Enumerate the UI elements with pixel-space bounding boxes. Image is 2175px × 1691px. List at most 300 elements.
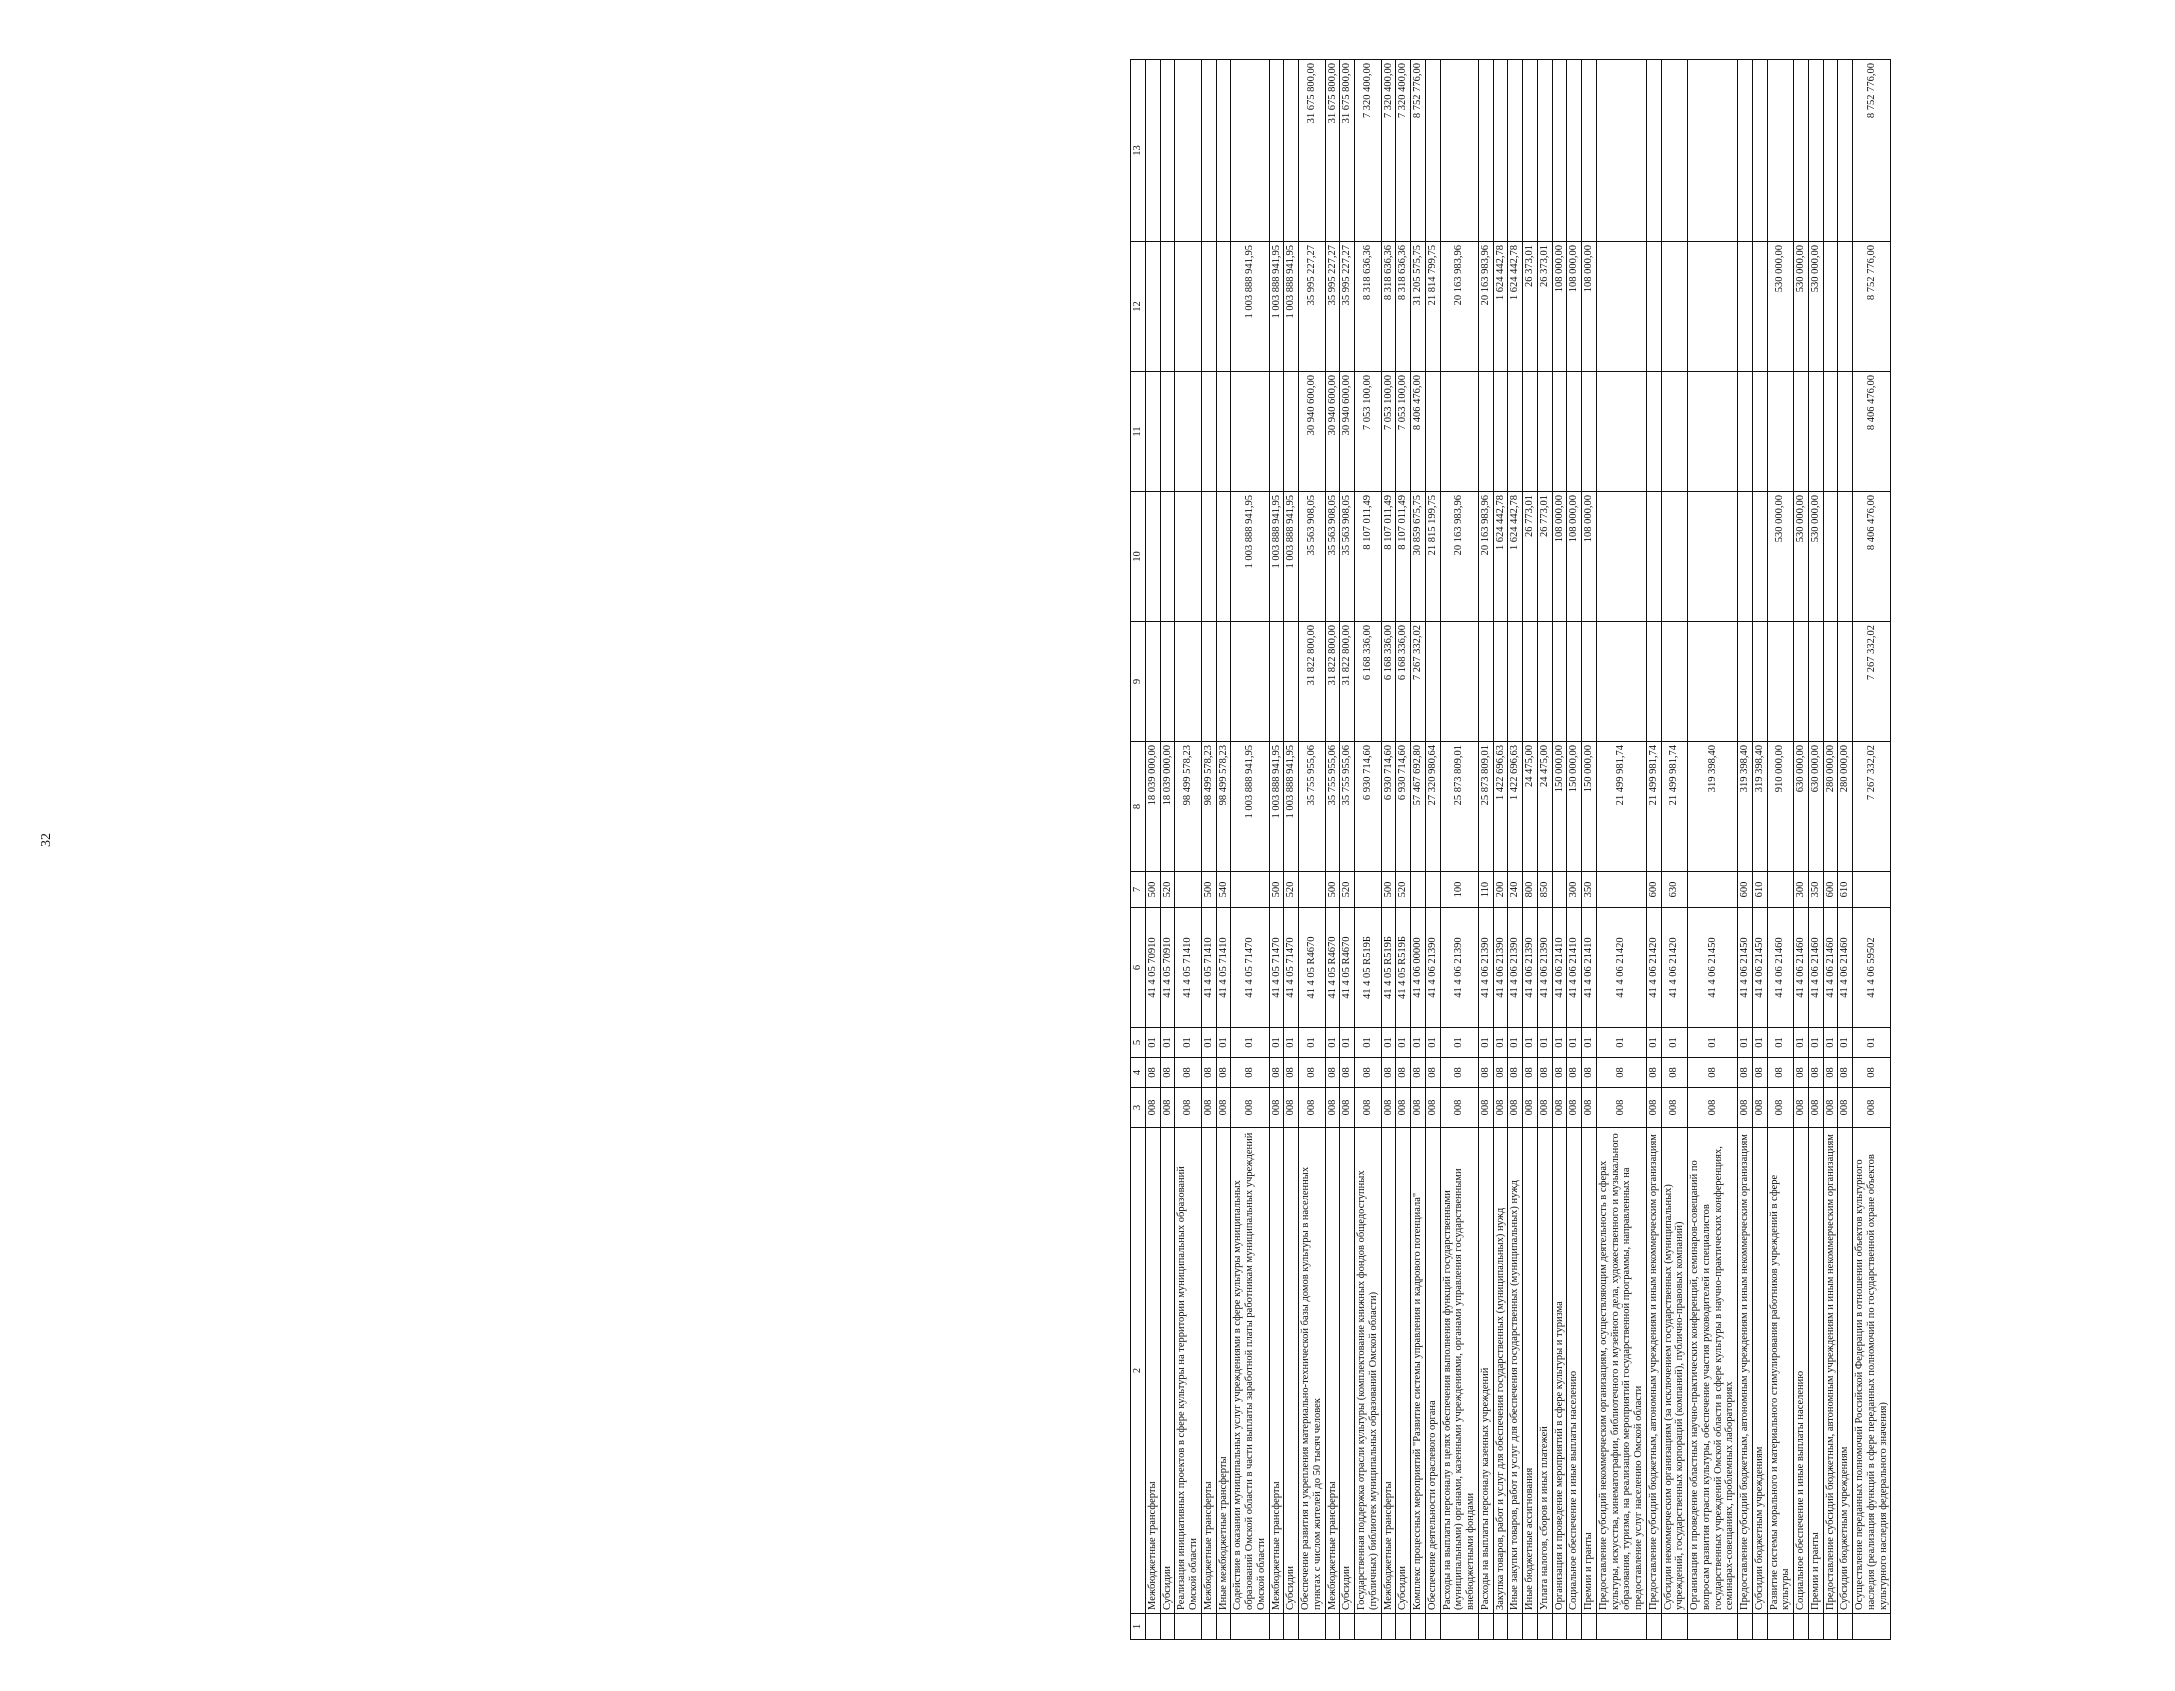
cell-c7: 500 <box>1145 872 1160 908</box>
cell-c3: 008 <box>1231 1088 1269 1128</box>
cell-c12: 26 373,01 <box>1523 242 1538 372</box>
cell-c8: 21 499 981,74 <box>1646 742 1661 872</box>
cell-c9 <box>1596 622 1646 742</box>
cell-c7 <box>1355 872 1382 908</box>
item-name-cell: Субсидии бюджетным учреждениям <box>1838 1128 1853 1614</box>
cell-c6: 41 4 05 70910 <box>1160 908 1175 1028</box>
cell-c8: 21 499 981,74 <box>1596 742 1646 872</box>
cell-c13: 31 675 800,00 <box>1340 60 1355 242</box>
cell-c12: 530 000,00 <box>1808 242 1823 372</box>
table-row <box>1794 60 1809 1640</box>
cell-c13 <box>1201 60 1216 242</box>
cell-c6: 41 4 06 21410 <box>1552 908 1567 1028</box>
item-name-cell: Социальное обеспечение и иные выплаты населению <box>1794 1128 1809 1614</box>
row-marker-cell <box>1284 1614 1299 1640</box>
cell-c10: 35 563 908,05 <box>1325 492 1340 622</box>
cell-c12: 108 000,00 <box>1582 242 1597 372</box>
cell-c5: 01 <box>1552 1028 1567 1058</box>
cell-c9 <box>1201 622 1216 742</box>
cell-c13 <box>1838 60 1853 242</box>
item-name-cell: Иные закупки товаров, работ и услуг для обеспечения государственных (муниципальных) нужд <box>1508 1128 1523 1614</box>
cell-c9 <box>1175 622 1202 742</box>
cell-c12 <box>1216 242 1231 372</box>
cell-c9: 31 822 800,00 <box>1340 622 1355 742</box>
cell-c7 <box>1411 872 1426 908</box>
cell-c10: 35 563 908,05 <box>1299 492 1326 622</box>
cell-c10: 108 000,00 <box>1582 492 1597 622</box>
cell-c3: 008 <box>1396 1088 1411 1128</box>
item-name-cell: Предоставление субсидий некоммерческим организациям, осуществляющим деятельность в сферах культуры, искусства, кинематографии, библиотечного и музейного дела, художественного и музыкального образования, туризма, на реализацию мероприятий государственной программы, направленных на предоставление услуг населению Омской области <box>1596 1128 1646 1614</box>
table-row <box>1537 60 1552 1640</box>
cell-c12 <box>1752 242 1767 372</box>
cell-c8: 1 422 696,63 <box>1493 742 1508 872</box>
cell-c10: 8 107 011,49 <box>1381 492 1396 622</box>
cell-c4: 08 <box>1201 1058 1216 1088</box>
item-name-cell: Уплата налогов, сборов и иных платежей <box>1537 1128 1552 1614</box>
cell-c4: 08 <box>1738 1058 1753 1088</box>
cell-c4: 08 <box>1411 1058 1426 1088</box>
cell-c6: 41 4 05 71410 <box>1201 908 1216 1028</box>
cell-c10: 35 563 908,05 <box>1340 492 1355 622</box>
cell-c6: 41 4 05 71470 <box>1231 908 1269 1028</box>
table-row <box>1440 60 1478 1640</box>
cell-c4: 08 <box>1537 1058 1552 1088</box>
cell-c11 <box>1794 372 1809 492</box>
cell-c4: 08 <box>1160 1058 1175 1088</box>
cell-c9 <box>1838 622 1853 742</box>
item-name-cell: Обеспечение развития и укрепления материально-технической базы домов культуры в населенных пунктах с числом жителей до 50 тысяч человек <box>1299 1128 1326 1614</box>
cell-c6: 41 4 06 21410 <box>1567 908 1582 1028</box>
row-marker-cell <box>1582 1614 1597 1640</box>
table-body <box>1145 60 1891 1640</box>
item-name-cell: Иные бюджетные ассигнования <box>1523 1128 1538 1614</box>
cell-c8: 280 000,00 <box>1823 742 1838 872</box>
row-marker-cell <box>1853 1614 1891 1640</box>
cell-c9 <box>1688 622 1738 742</box>
cell-c10: 30 859 675,75 <box>1411 492 1426 622</box>
item-name-cell: Государственная поддержка отрасли культуры (комплектование книжных фондов общедоступных (публичных) библиотек муниципальных образований Омской области) <box>1355 1128 1382 1614</box>
budget-table <box>1130 59 1891 1640</box>
cell-c10: 8 107 011,49 <box>1396 492 1411 622</box>
cell-c7: 500 <box>1325 872 1340 908</box>
cell-c6: 41 4 06 21390 <box>1508 908 1523 1028</box>
row-marker-cell <box>1355 1614 1382 1640</box>
cell-c6: 41 4 06 21410 <box>1582 908 1597 1028</box>
col-header: 13 <box>1131 60 1146 242</box>
item-name-cell: Субсидии <box>1340 1128 1355 1614</box>
cell-c8: 25 873 809,01 <box>1478 742 1493 872</box>
cell-c3: 008 <box>1440 1088 1478 1128</box>
cell-c12: 8 318 636,36 <box>1381 242 1396 372</box>
row-marker-cell <box>1411 1614 1426 1640</box>
table-row <box>1567 60 1582 1640</box>
cell-c10: 8 406 476,00 <box>1853 492 1891 622</box>
cell-c3: 008 <box>1216 1088 1231 1128</box>
cell-c12: 20 163 983,96 <box>1440 242 1478 372</box>
cell-c3: 008 <box>1508 1088 1523 1128</box>
cell-c5: 01 <box>1160 1028 1175 1058</box>
cell-c4: 08 <box>1853 1058 1891 1088</box>
cell-c4: 08 <box>1646 1058 1661 1088</box>
cell-c4: 08 <box>1823 1058 1838 1088</box>
cell-c13: 7 320 400,00 <box>1381 60 1396 242</box>
cell-c8: 7 267 332,02 <box>1853 742 1891 872</box>
row-marker-cell <box>1838 1614 1853 1640</box>
cell-c10: 1 003 888 941,95 <box>1231 492 1269 622</box>
cell-c13 <box>1160 60 1175 242</box>
item-name-cell: Межбюджетные трансферты <box>1325 1128 1340 1614</box>
cell-c10 <box>1646 492 1661 622</box>
cell-c3: 008 <box>1160 1088 1175 1128</box>
cell-c4: 08 <box>1340 1058 1355 1088</box>
row-marker-cell <box>1688 1614 1738 1640</box>
cell-c8: 24 475,00 <box>1523 742 1538 872</box>
cell-c8: 1 003 888 941,95 <box>1284 742 1299 872</box>
cell-c11 <box>1493 372 1508 492</box>
cell-c8: 27 320 980,64 <box>1425 742 1440 872</box>
cell-c7: 600 <box>1646 872 1661 908</box>
cell-c3: 008 <box>1752 1088 1767 1128</box>
cell-c7 <box>1175 872 1202 908</box>
cell-c6: 41 4 05 R519Б <box>1355 908 1382 1028</box>
cell-c13 <box>1508 60 1523 242</box>
cell-c4: 08 <box>1838 1058 1853 1088</box>
cell-c10 <box>1738 492 1753 622</box>
cell-c10: 108 000,00 <box>1552 492 1567 622</box>
cell-c6: 41 4 05 71470 <box>1284 908 1299 1028</box>
col-header: 4 <box>1131 1058 1146 1088</box>
table-row <box>1355 60 1382 1640</box>
cell-c9 <box>1646 622 1661 742</box>
cell-c9 <box>1440 622 1478 742</box>
cell-c5: 01 <box>1767 1028 1794 1058</box>
row-marker-cell <box>1794 1614 1809 1640</box>
cell-c11 <box>1160 372 1175 492</box>
cell-c7: 520 <box>1396 872 1411 908</box>
cell-c9 <box>1794 622 1809 742</box>
row-marker-cell <box>1145 1614 1160 1640</box>
cell-c6: 41 4 06 21460 <box>1794 908 1809 1028</box>
cell-c7: 300 <box>1794 872 1809 908</box>
cell-c8: 150 000,00 <box>1582 742 1597 872</box>
cell-c7: 240 <box>1508 872 1523 908</box>
cell-c9 <box>1808 622 1823 742</box>
cell-c8: 319 398,40 <box>1738 742 1753 872</box>
cell-c11 <box>1582 372 1597 492</box>
cell-c4: 08 <box>1767 1058 1794 1088</box>
cell-c8: 6 930 714,60 <box>1396 742 1411 872</box>
cell-c8: 150 000,00 <box>1567 742 1582 872</box>
col-header: 7 <box>1131 872 1146 908</box>
col-header: 1 <box>1131 1614 1146 1640</box>
cell-c12 <box>1596 242 1646 372</box>
cell-c10: 26 773,01 <box>1537 492 1552 622</box>
cell-c7: 800 <box>1523 872 1538 908</box>
cell-c12: 26 373,01 <box>1537 242 1552 372</box>
cell-c4: 08 <box>1794 1058 1809 1088</box>
cell-c4: 08 <box>1582 1058 1597 1088</box>
table-row <box>1853 60 1891 1640</box>
cell-c11 <box>1752 372 1767 492</box>
cell-c6: 41 4 06 21450 <box>1738 908 1753 1028</box>
cell-c4: 08 <box>1508 1058 1523 1088</box>
item-name-cell: Социальное обеспечение и иные выплаты населению <box>1567 1128 1582 1614</box>
cell-c13 <box>1175 60 1202 242</box>
cell-c6: 41 4 05 R519Б <box>1381 908 1396 1028</box>
table-row <box>1767 60 1794 1640</box>
cell-c9 <box>1160 622 1175 742</box>
cell-c5: 01 <box>1523 1028 1538 1058</box>
cell-c10: 1 624 442,78 <box>1508 492 1523 622</box>
cell-c3: 008 <box>1738 1088 1753 1128</box>
cell-c11 <box>1478 372 1493 492</box>
cell-c13 <box>1767 60 1794 242</box>
cell-c8: 18 039 000,00 <box>1160 742 1175 872</box>
cell-c10: 8 107 011,49 <box>1355 492 1382 622</box>
cell-c13: 8 752 776,00 <box>1853 60 1891 242</box>
item-name-cell: Межбюджетные трансферты <box>1201 1128 1216 1614</box>
row-marker-cell <box>1340 1614 1355 1640</box>
cell-c8: 1 003 888 941,95 <box>1231 742 1269 872</box>
row-marker-cell <box>1269 1614 1284 1640</box>
cell-c11 <box>1823 372 1838 492</box>
cell-c3: 008 <box>1582 1088 1597 1128</box>
cell-c7 <box>1596 872 1646 908</box>
cell-c3: 008 <box>1381 1088 1396 1128</box>
cell-c9 <box>1493 622 1508 742</box>
cell-c9: 7 267 332,02 <box>1411 622 1426 742</box>
item-name-cell: Премии и гранты <box>1582 1128 1597 1614</box>
cell-c3: 008 <box>1646 1088 1661 1128</box>
cell-c4: 08 <box>1493 1058 1508 1088</box>
cell-c3: 008 <box>1145 1088 1160 1128</box>
row-marker-cell <box>1160 1614 1175 1640</box>
cell-c5: 01 <box>1411 1028 1426 1058</box>
cell-c13 <box>1646 60 1661 242</box>
item-name-cell: Закупка товаров, работ и услуг для обеспечения государственных (муниципальных) нужд <box>1493 1128 1508 1614</box>
table-row <box>1478 60 1493 1640</box>
cell-c4: 08 <box>1355 1058 1382 1088</box>
cell-c7: 500 <box>1381 872 1396 908</box>
cell-c12 <box>1175 242 1202 372</box>
cell-c13 <box>1145 60 1160 242</box>
cell-c5: 01 <box>1508 1028 1523 1058</box>
cell-c9 <box>1216 622 1231 742</box>
cell-c12 <box>1160 242 1175 372</box>
cell-c6: 41 4 06 21390 <box>1440 908 1478 1028</box>
cell-c8: 1 422 696,63 <box>1508 742 1523 872</box>
item-name-cell: Расходы на выплаты персоналу в целях обеспечения выполнения функций государственными (муниципальными) органами, казенными учреждениями, органами управления государственными внебюджетными фондами <box>1440 1128 1478 1614</box>
cell-c13 <box>1738 60 1753 242</box>
row-marker-cell <box>1425 1614 1440 1640</box>
cell-c10 <box>1175 492 1202 622</box>
cell-c8: 35 755 955,06 <box>1325 742 1340 872</box>
item-name-cell: Субсидии некоммерческим организациям (за исключением государственных (муниципальных) учреждений, государственных корпораций (компаний), публично-правовых компаний) <box>1661 1128 1688 1614</box>
table-row <box>1688 60 1738 1640</box>
cell-c6: 41 4 06 21420 <box>1646 908 1661 1028</box>
cell-c7: 350 <box>1808 872 1823 908</box>
cell-c3: 008 <box>1355 1088 1382 1128</box>
cell-c3: 008 <box>1284 1088 1299 1128</box>
cell-c9: 31 822 800,00 <box>1299 622 1326 742</box>
cell-c4: 08 <box>1325 1058 1340 1088</box>
row-marker-cell <box>1381 1614 1396 1640</box>
cell-c11 <box>1269 372 1284 492</box>
row-marker-cell <box>1325 1614 1340 1640</box>
cell-c5: 01 <box>1582 1028 1597 1058</box>
item-name-cell: Развитие системы морального и материального стимулирования работников учреждений в сфере культуры <box>1767 1128 1794 1614</box>
cell-c10 <box>1752 492 1767 622</box>
cell-c12 <box>1688 242 1738 372</box>
row-marker-cell <box>1752 1614 1767 1640</box>
col-header: 12 <box>1131 242 1146 372</box>
table-row <box>1838 60 1853 1640</box>
cell-c10 <box>1823 492 1838 622</box>
cell-c9 <box>1284 622 1299 742</box>
cell-c12: 1 003 888 941,95 <box>1269 242 1284 372</box>
cell-c11: 7 053 100,00 <box>1381 372 1396 492</box>
cell-c4: 08 <box>1269 1058 1284 1088</box>
cell-c12: 108 000,00 <box>1567 242 1582 372</box>
cell-c10 <box>1596 492 1646 622</box>
cell-c12 <box>1738 242 1753 372</box>
cell-c13 <box>1478 60 1493 242</box>
cell-c4: 08 <box>1752 1058 1767 1088</box>
cell-c6: 41 4 05 R4670 <box>1340 908 1355 1028</box>
cell-c12 <box>1661 242 1688 372</box>
cell-c5: 01 <box>1340 1028 1355 1058</box>
cell-c8: 25 873 809,01 <box>1440 742 1478 872</box>
cell-c8: 57 467 692,80 <box>1411 742 1426 872</box>
cell-c13: 7 320 400,00 <box>1355 60 1382 242</box>
cell-c3: 008 <box>1269 1088 1284 1128</box>
cell-c4: 08 <box>1688 1058 1738 1088</box>
cell-c6: 41 4 05 71470 <box>1269 908 1284 1028</box>
cell-c13 <box>1523 60 1538 242</box>
cell-c5: 01 <box>1567 1028 1582 1058</box>
cell-c8: 18 039 000,00 <box>1145 742 1160 872</box>
cell-c5: 01 <box>1537 1028 1552 1058</box>
cell-c3: 008 <box>1175 1088 1202 1128</box>
table-row <box>1738 60 1753 1640</box>
row-marker-cell <box>1231 1614 1269 1640</box>
table-row <box>1201 60 1216 1640</box>
cell-c6: 41 4 05 R4670 <box>1325 908 1340 1028</box>
cell-c11: 7 053 100,00 <box>1355 372 1382 492</box>
cell-c10: 530 000,00 <box>1808 492 1823 622</box>
row-marker-cell <box>1493 1614 1508 1640</box>
cell-c9 <box>1661 622 1688 742</box>
cell-c7: 500 <box>1201 872 1216 908</box>
cell-c7: 520 <box>1284 872 1299 908</box>
col-header: 8 <box>1131 742 1146 872</box>
table-row <box>1160 60 1175 1640</box>
cell-c8: 6 930 714,60 <box>1381 742 1396 872</box>
cell-c9 <box>1752 622 1767 742</box>
cell-c8: 35 755 955,06 <box>1299 742 1326 872</box>
cell-c7: 520 <box>1160 872 1175 908</box>
cell-c5: 01 <box>1752 1028 1767 1058</box>
cell-c13 <box>1552 60 1567 242</box>
cell-c5: 01 <box>1355 1028 1382 1058</box>
cell-c6: 41 4 06 21420 <box>1596 908 1646 1028</box>
cell-c3: 008 <box>1201 1088 1216 1128</box>
cell-c3: 008 <box>1661 1088 1688 1128</box>
cell-c10: 21 815 199,75 <box>1425 492 1440 622</box>
header-row <box>1131 60 1146 1640</box>
cell-c10 <box>1838 492 1853 622</box>
cell-c12: 35 995 227,27 <box>1340 242 1355 372</box>
cell-c4: 08 <box>1299 1058 1326 1088</box>
cell-c7 <box>1552 872 1567 908</box>
cell-c5: 01 <box>1425 1028 1440 1058</box>
cell-c7 <box>1853 872 1891 908</box>
cell-c10 <box>1661 492 1688 622</box>
item-name-cell: Организация и проведение областных научно-практических конференций, семинаров-совещаний по вопросам развития отрасли культуры, обеспечение участия руководителей и специалистов государственных учреждений Омской области в сфере культуры в научно-практических конференциях, семинарах-совещаниях, проблемных лабораториях <box>1688 1128 1738 1614</box>
cell-c11 <box>1552 372 1567 492</box>
table-row <box>1523 60 1538 1640</box>
cell-c5: 01 <box>1145 1028 1160 1058</box>
cell-c13 <box>1537 60 1552 242</box>
item-name-cell: Предоставление субсидий бюджетным, автономным учреждениям и иным некоммерческим организациям <box>1823 1128 1838 1614</box>
cell-c5: 01 <box>1175 1028 1202 1058</box>
cell-c12: 1 003 888 941,95 <box>1231 242 1269 372</box>
cell-c6: 41 4 06 21390 <box>1425 908 1440 1028</box>
col-header: 3 <box>1131 1088 1146 1128</box>
cell-c8: 630 000,00 <box>1794 742 1809 872</box>
cell-c4: 08 <box>1808 1058 1823 1088</box>
cell-c7: 600 <box>1823 872 1838 908</box>
col-header: 11 <box>1131 372 1146 492</box>
table-row <box>1411 60 1426 1640</box>
row-marker-cell <box>1478 1614 1493 1640</box>
cell-c5: 01 <box>1823 1028 1838 1058</box>
cell-c5: 01 <box>1231 1028 1269 1058</box>
cell-c4: 08 <box>1175 1058 1202 1088</box>
cell-c7 <box>1425 872 1440 908</box>
cell-c3: 008 <box>1823 1088 1838 1128</box>
cell-c4: 08 <box>1523 1058 1538 1088</box>
cell-c4: 08 <box>1552 1058 1567 1088</box>
cell-c5: 01 <box>1808 1028 1823 1058</box>
table-row <box>1269 60 1284 1640</box>
cell-c5: 01 <box>1794 1028 1809 1058</box>
row-marker-cell <box>1201 1614 1216 1640</box>
cell-c10 <box>1145 492 1160 622</box>
cell-c4: 08 <box>1145 1058 1160 1088</box>
cell-c7 <box>1231 872 1269 908</box>
cell-c9 <box>1523 622 1538 742</box>
cell-c13: 31 675 800,00 <box>1299 60 1326 242</box>
cell-c3: 008 <box>1808 1088 1823 1128</box>
cell-c10: 1 003 888 941,95 <box>1269 492 1284 622</box>
cell-c7: 110 <box>1478 872 1493 908</box>
cell-c4: 08 <box>1567 1058 1582 1088</box>
cell-c12 <box>1838 242 1853 372</box>
cell-c12: 530 000,00 <box>1794 242 1809 372</box>
cell-c9: 31 822 800,00 <box>1325 622 1340 742</box>
cell-c8: 280 000,00 <box>1838 742 1853 872</box>
cell-c8: 98 499 578,23 <box>1216 742 1231 872</box>
table-row <box>1325 60 1340 1640</box>
cell-c9 <box>1738 622 1753 742</box>
table-row <box>1808 60 1823 1640</box>
cell-c7: 630 <box>1661 872 1688 908</box>
cell-c7: 100 <box>1440 872 1478 908</box>
cell-c4: 08 <box>1596 1058 1646 1088</box>
cell-c12: 35 995 227,27 <box>1299 242 1326 372</box>
cell-c6: 41 4 06 21390 <box>1523 908 1538 1028</box>
